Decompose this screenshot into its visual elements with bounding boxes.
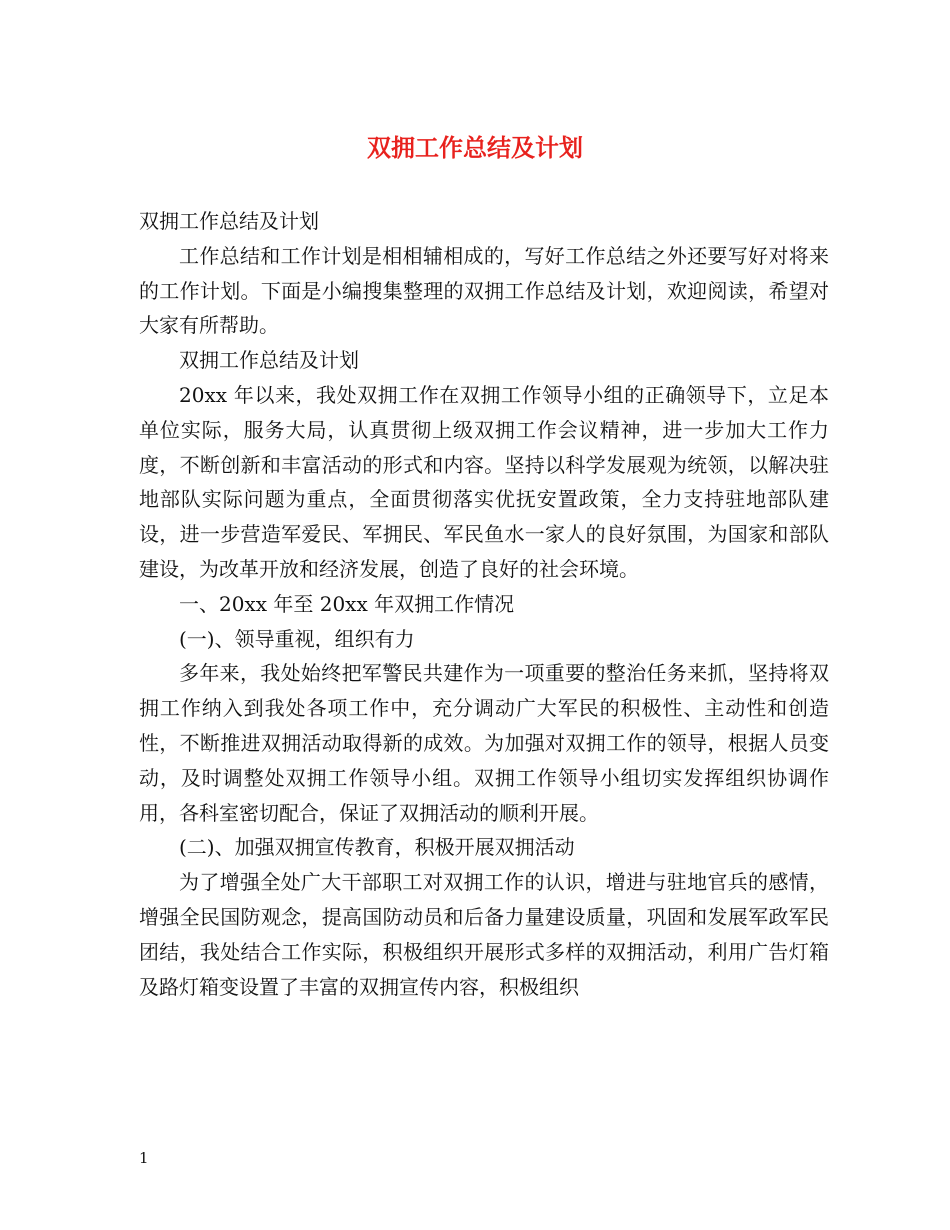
document-body (139, 204, 829, 1004)
section-heading-1: 一、20xx 年至 20xx 年双拥工作情况 (179, 591, 515, 616)
subsection-heading-2: (二)、加强双拥宣传教育，积极开展双拥活动 (179, 835, 575, 860)
paragraph-leadership: 多年来，我处始终把军警民共建作为一项重要的整治任务来抓，坚持将双拥工作纳入到我处各项工作中，充分调动广大军民的积极性、主动性和创造性，不断推进双拥活动取得新的成效。为加强对双拥工作的领导，根据人员变动，及时调整处双拥工作领导小组。双拥工作领导小组切实发挥组织协调作用，各科室密切配合，保证了双拥活动的顺利开展。 (139, 661, 829, 825)
paragraph-subtitle: 双拥工作总结及计划 (139, 209, 319, 233)
paragraph-summary: 20xx 年以来，我处双拥工作在双拥工作领导小组的正确领导下，立足本单位实际，服务大局，认真贯彻上级双拥工作会议精神，进一步加大工作力度，不断创新和丰富活动的形式和内容。坚持以科学发展观为统领，以解决驻地部队实际问题为重点，全面贯彻落实优抚安置政策，全力支持驻地部队建设，进一步营造军爱民、军拥民、军民鱼水一家人的良好氛围，为国家和部队建设，为改革开放和经济发展，创造了良好的社会环境。 (139, 382, 829, 581)
paragraph-publicity: 为了增强全处广大干部职工对双拥工作的认识，增进与驻地官兵的感情，增强全民国防观念，提高国防动员和后备力量建设质量，巩固和发展军政军民团结，我处结合工作实际，积极组织开展形式多样的双拥活动，利用广告灯箱及路灯箱变设置了丰富的双拥宣传内容，积极组织 (139, 870, 829, 999)
paragraph-heading: 双拥工作总结及计划 (179, 348, 359, 373)
paragraph-intro: 工作总结和工作计划是相相辅相成的，写好工作总结之外还要写好对将来的工作计划。下面是小编搜集整理的双拥工作总结及计划，欢迎阅读，希望对大家有所帮助。 (139, 243, 829, 338)
document-title: 双拥工作总结及计划 (367, 133, 583, 162)
page-number: 1 (139, 1149, 149, 1167)
subsection-heading-1: (一)、领导重视，组织有力 (179, 626, 415, 651)
